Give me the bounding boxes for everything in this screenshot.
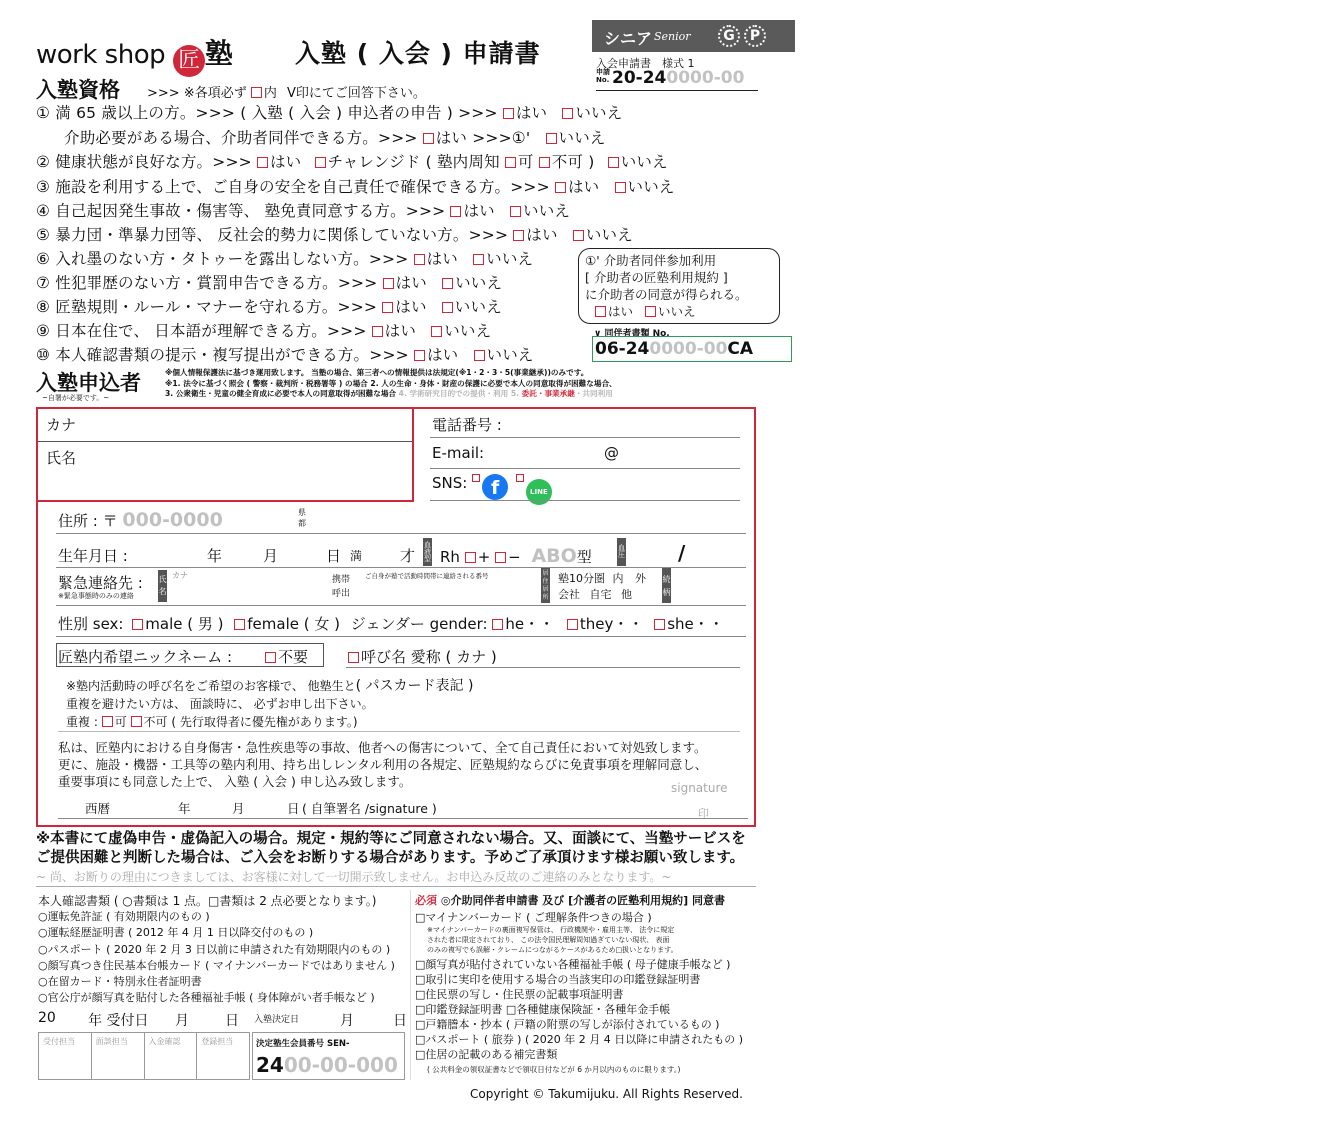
notice-line-1: ※本書にて虚偽申告・虚偽記入の場合。規定・規約等にご同意されない場合。又、面談にて、当塾サービスを <box>36 831 746 847</box>
q8-yes-checkbox[interactable] <box>382 302 393 313</box>
residence-row <box>558 571 646 603</box>
mynumber-label: マイナンバーカード ( ご理解条件つきの場合 ) <box>425 911 652 924</box>
caregiver-line-2: [ 介助者の匠塾利用規約 ] <box>585 270 728 285</box>
staff-table <box>38 1032 250 1080</box>
id-doc-item: ○顔写真つき住民基本台帳カード ( マイナンバーカードではありません ) <box>38 958 395 972</box>
note-text: >>> ※各項必ず <box>147 86 247 101</box>
q1b-yes-checkbox[interactable] <box>423 133 434 144</box>
required-item-text: 住居の記載のある補完書類 <box>425 1048 558 1061</box>
qualification-item-4 <box>36 199 570 221</box>
privacy-line-1: ※個人情報保護法に基づき運用致します。 当塾の場合、第三者への情報提供は法規定(※1・2・3・5(事業継承))のみです。 <box>165 368 589 377</box>
item-text: 暴力団・準暴力団等、 反社会的勢力に関係していない方。>>> <box>55 226 509 244</box>
checkbox-icon: □ <box>415 973 426 986</box>
q2-yes-checkbox[interactable] <box>257 157 268 168</box>
item-text: 日本在住で、 日本語が理解できる方。>>> <box>55 322 367 340</box>
pref-ken: 県 <box>298 508 306 517</box>
item-text: 自己起因発生事故・傷害等、 塾免責同意する方。>>> <box>55 202 446 220</box>
age-prefix: 満 <box>350 549 363 563</box>
caregiver-box <box>578 248 780 324</box>
checkbox-icon: □ <box>415 1033 426 1046</box>
sign-era: 西暦 <box>85 801 111 816</box>
received-year-prefix: 20 <box>38 1010 56 1026</box>
qualification-heading: 入塾資格 <box>36 78 120 102</box>
id-docs <box>38 893 395 1006</box>
privacy-line-3 <box>165 389 617 400</box>
q9-yes-checkbox[interactable] <box>372 326 383 337</box>
q10-yes-checkbox[interactable] <box>414 350 425 361</box>
decision-day-unit: 日 <box>393 1013 407 1029</box>
notice <box>36 830 746 887</box>
dup-ok-label: 可 <box>114 715 127 729</box>
gp-p: P <box>744 25 766 47</box>
privacy-line-3-gray2: ・共同利用 <box>574 389 613 398</box>
mynumber-note-2: された者に限定されており、 この法令国民理解周知過ぎていない現状、 表面 <box>427 936 670 944</box>
q4-no-checkbox[interactable] <box>510 206 521 217</box>
they-label: they・・ <box>579 615 644 633</box>
emergency-note: ご自身が塾で活動時間帯に連絡される番号 <box>365 572 489 580</box>
he-label: he・・ <box>505 615 555 633</box>
q2-ok-label: 可 <box>517 153 534 171</box>
privacy-line-2: ※1. 法令に基づく照会 ( 警察・裁判所・税務署等 ) の場合 2. 人の生命・身体・財産の保護に必要で本人の同意取得が困難な場合、 <box>165 378 617 388</box>
address-line <box>56 533 746 534</box>
mobile-label: 携帯 <box>332 575 351 585</box>
she-label: she・・ <box>667 615 724 633</box>
q5-no-checkbox[interactable] <box>573 230 584 241</box>
q5-yes-checkbox[interactable] <box>513 230 524 241</box>
id-doc-item: ○在留カード・特別永住者証明書 <box>38 975 202 989</box>
caregiver-yes-checkbox[interactable] <box>595 306 606 317</box>
required-item-text: パスポート ( 旅券 ) ( 2020 年 2 月 4 日以降に申請されたもの ) <box>425 1033 744 1046</box>
privacy-line-3-red: 委託・事業承継 <box>519 389 575 398</box>
privacy-line-3-text: 3. 公衆衛生・児童の健全育成に必要で本人の同意取得が困難な場合 <box>165 389 397 398</box>
place-other[interactable]: 他 <box>621 588 632 601</box>
q2-yes-label: はい <box>269 153 302 171</box>
agreement-line-2: 更に、施設・機器・工具等の塾内利用、持ち出しレンタル利用の各規定、匠塾規約ならびに免責事項を理解同意し、 <box>58 757 708 772</box>
relation-tag: 続柄 <box>662 568 671 603</box>
q2-no-checkbox[interactable] <box>608 157 619 168</box>
gender-line <box>56 636 746 637</box>
emergency-sub: ※緊急事態時のみの連絡 <box>58 592 134 600</box>
staff-cell-payment[interactable]: 入金確認 <box>145 1033 198 1079</box>
required-item-text: 戸籍謄本・抄本 ( 戸籍の附票の写しが添付されているもの ) <box>425 1018 720 1031</box>
q4-yes-checkbox[interactable] <box>450 206 461 217</box>
companion-label-text: 同伴者書類 No. <box>604 329 670 339</box>
residence-tag: 居住居所 <box>541 568 550 603</box>
required-item-text: 顔写真が貼付されていない各種福祉手帳 ( 母子健康手帳など ) <box>425 958 731 971</box>
pronoun-label: ジェンダー gender: <box>350 615 488 633</box>
qualification-item-7 <box>36 271 502 293</box>
nickname-note-1: ※塾内活動時の呼び名をご希望のお客様で、 他塾生と <box>66 679 356 693</box>
q3-no-checkbox[interactable] <box>615 182 626 193</box>
birth-label: 生年月日 : <box>58 547 128 565</box>
q5-no-label: いいえ <box>585 226 633 244</box>
facebook-icon: f <box>482 474 508 500</box>
item-number: ⑥ <box>36 250 51 268</box>
nickname-note-1b: ( パスカード表記 ) <box>355 678 474 694</box>
age-unit: 才 <box>400 547 416 565</box>
gp-g: G <box>718 25 740 47</box>
logo-char: 塾 <box>204 37 233 70</box>
companion-no-suffix: CA <box>727 339 754 359</box>
item-text: 性犯罪歴のない方・賞罰申告できる方。>>> <box>55 274 378 292</box>
note-text-2: 内 <box>263 86 277 101</box>
signature-gray: signature <box>671 781 728 795</box>
q4-no-label: いいえ <box>523 202 571 220</box>
gender-row <box>58 613 724 634</box>
required-item <box>415 1017 743 1032</box>
required-item-text: 印鑑登録証明書 □各種健康保険証・各種年金手帳 <box>425 1003 671 1016</box>
checkbox-icon: □ <box>415 958 426 971</box>
q5-yes-label: はい <box>526 226 558 244</box>
emergency-name-tag: 氏名 <box>158 570 167 602</box>
place-inside[interactable]: 内 <box>612 572 624 585</box>
item-number: ⑦ <box>36 274 51 292</box>
chevron-down-icon: ∨ <box>594 329 605 339</box>
email-line <box>430 468 740 469</box>
nickname-none-checkbox[interactable] <box>265 652 276 663</box>
birth-line <box>56 567 746 568</box>
gender-label: 性別 sex: <box>58 615 124 633</box>
nickname-none-label: 不要 <box>278 648 309 666</box>
mobile-tags <box>332 573 350 601</box>
required-item <box>415 1032 743 1047</box>
item-number: ⑩ <box>36 346 51 364</box>
copyright: Copyright © Takumijuku. All Rights Reserved. <box>470 1087 743 1101</box>
required-item <box>415 1002 743 1017</box>
rh-minus-label: − <box>508 548 521 566</box>
checkbox-icon: □ <box>415 1018 426 1031</box>
sign-year-unit: 年 <box>178 801 191 816</box>
badge-sub: Senior <box>654 30 691 43</box>
phone-label[interactable]: 電話番号 : <box>432 416 502 434</box>
application-number <box>596 68 744 88</box>
q3-yes-label: はい <box>567 178 600 196</box>
rh-plus-label: + <box>477 548 491 566</box>
emergency-kana: カナ <box>172 571 188 580</box>
q3-no-label: いいえ <box>627 178 675 196</box>
sns-label: SNS: <box>432 474 468 492</box>
q1-no-checkbox[interactable] <box>562 108 573 119</box>
nickname-call-checkbox[interactable] <box>348 652 359 663</box>
q8-no-label: いいえ <box>454 298 502 316</box>
nickname-call-label: 呼び名 愛称 ( カナ ) <box>361 648 497 666</box>
received-month-unit: 月 <box>175 1013 189 1029</box>
decision-month-unit: 月 <box>340 1013 354 1029</box>
item-number: ③ <box>36 178 51 196</box>
q6-no-checkbox[interactable] <box>473 254 484 265</box>
pref-tags <box>298 507 306 529</box>
address-label: 住所 : 〒 <box>58 512 118 530</box>
q2-ng-checkbox[interactable] <box>539 157 550 168</box>
q10-yes-label: はい <box>426 346 459 364</box>
nickname-line <box>346 667 740 668</box>
kana-divider <box>38 441 412 442</box>
page-title: 入塾 ( 入会 ) 申請書 <box>295 39 541 68</box>
item-text: 満 65 歳以上の方。>>> ( 入塾 ( 入会 ) 申込者の申告 ) >>> <box>55 104 498 122</box>
nickname-frame <box>58 674 740 732</box>
logo <box>36 32 232 77</box>
q1-yes-label: はい <box>515 104 548 122</box>
q8-no-checkbox[interactable] <box>442 302 453 313</box>
received-label: 年 受付日 <box>88 1013 149 1029</box>
note-text-3: V印にてご回答下さい。 <box>287 86 426 101</box>
abo-suffix: 型 <box>576 548 592 566</box>
place-home[interactable]: 自宅 <box>589 588 612 601</box>
call-label: 呼出 <box>332 589 351 599</box>
agreement-line-1: 私は、匠塾内における自身傷害・急性疾患等の事故、他者への傷害について、全て自己責任において対処致します。 <box>58 740 707 755</box>
q7-yes-label: はい <box>395 274 427 292</box>
badge-label: シニア <box>604 29 653 48</box>
qualification-item-10 <box>36 343 534 365</box>
example-checkbox <box>251 87 262 98</box>
emergency-line <box>56 605 746 606</box>
q2-no-label: いいえ <box>620 153 668 171</box>
q1b-no-label: いいえ <box>558 129 606 147</box>
staff-cell-reception[interactable]: 受付担当 <box>39 1033 92 1079</box>
app-no-label: 申請 No. <box>596 68 610 84</box>
phone-line <box>430 437 740 438</box>
checkbox-icon: □ <box>415 911 426 924</box>
qualification-item-3 <box>36 175 675 197</box>
applicant-heading-sub: ~自署が必要です。~ <box>42 394 110 402</box>
facebook-checkbox[interactable] <box>472 474 480 482</box>
gp-mark <box>718 25 766 47</box>
q3-yes-checkbox[interactable] <box>555 182 566 193</box>
address-row <box>58 509 223 531</box>
member-number <box>256 1053 398 1077</box>
male-label: male ( 男 ) <box>145 615 224 633</box>
seal-gray: 印 <box>698 807 709 820</box>
she-checkbox[interactable] <box>654 619 665 630</box>
q1-no-label: いいえ <box>575 104 623 122</box>
checkbox-icon: □ <box>415 988 426 1001</box>
blood-tag: 血液型 <box>423 538 432 566</box>
notice-line-2: ご提供困難と判断した場合は、ご入会をお断りする場合があります。予めご了承頂けます様お願い致します。 <box>36 850 745 866</box>
notice-line-3: ~ 尚、お断りの理由につきましては、お客様に対して一切開示致しません。お申込み反故のご連絡のみとなります。~ <box>36 870 672 884</box>
commute-label: 塾10分圏 <box>558 572 605 585</box>
rh-plus-checkbox[interactable] <box>465 552 476 563</box>
q10-no-label: いいえ <box>486 346 534 364</box>
id-doc-item: ○パスポート ( 2020 年 2 月 3 日以前に申請された有効期限内のもの ) <box>38 942 391 956</box>
q6-yes-checkbox[interactable] <box>414 254 425 265</box>
id-doc-item: ○官公庁が顔写真を貼付した各種福祉手帳 ( 身体障がい者手帳など ) <box>38 991 375 1005</box>
q10-no-checkbox[interactable] <box>474 350 485 361</box>
female-checkbox[interactable] <box>234 619 245 630</box>
docs-divider <box>410 890 411 1080</box>
item-text: 本人確認書類の提示・複写提出ができる方。>>> <box>55 346 409 364</box>
caregiver-no-label: いいえ <box>658 304 696 319</box>
q2-ok-checkbox[interactable] <box>505 157 516 168</box>
checkbox-icon: □ <box>415 1048 426 1061</box>
qualification-note <box>147 82 426 101</box>
email-at: @ <box>604 444 619 462</box>
sns-line <box>430 500 740 501</box>
sign-day-unit: 日 <box>287 801 300 816</box>
place-company[interactable]: 会社 <box>558 588 580 601</box>
qualification-item-1 <box>36 101 622 123</box>
q2-challenged-checkbox[interactable] <box>315 157 326 168</box>
received-row <box>38 1010 56 1026</box>
logo-mark: 匠 <box>173 45 205 77</box>
required-item-text: 取引に実印を使用する場合の当該実印の印鑑登録証明書 <box>425 973 701 986</box>
mynumber-note-3: のみの複写でも誤解・クレームにつながるケースがあるため□扱いとなります。 <box>427 946 678 954</box>
caregiver-yes-label: はい <box>608 304 634 319</box>
qualification-item-6 <box>36 247 533 269</box>
caregiver-line-3: に介助者の同意が得られる。 <box>585 287 748 302</box>
q1b-no-checkbox[interactable] <box>546 133 557 144</box>
name-box <box>36 407 414 502</box>
name-label[interactable]: 氏名 <box>46 449 77 467</box>
app-no-underline <box>596 90 758 91</box>
mynumber-note-1: ※マイナンバーカードの裏面複写保管は、 行政機関や・雇用主等、 法令に規定 <box>427 926 675 934</box>
form-name: 入会申請書 様式 1 <box>596 57 695 70</box>
bp-slash: / <box>678 541 686 565</box>
item-number: ⑨ <box>36 322 51 340</box>
pref-to: 都 <box>298 519 306 528</box>
item-text: 介助必要がある場合、介助者同伴できる方。>>> <box>64 129 418 147</box>
notice-divider <box>36 886 756 887</box>
item-number: ② <box>36 153 51 171</box>
q1-yes-checkbox[interactable] <box>503 108 514 119</box>
q7-yes-checkbox[interactable] <box>383 278 394 289</box>
sign-label: ( 自筆署名 /signature ) <box>302 801 437 816</box>
agreement-text <box>58 739 707 790</box>
qualification-item-2 <box>36 150 668 172</box>
q7-no-checkbox[interactable] <box>442 278 453 289</box>
item-number: ① <box>36 104 51 122</box>
q1b-yes-label: はい >>>①' <box>435 129 531 147</box>
nickname-note-2: 重複を避けたい方は、 面談時に、 必ずお申し出下さい。 <box>66 697 374 711</box>
male-checkbox[interactable] <box>132 619 143 630</box>
logo-text: work shop <box>36 40 166 70</box>
emergency-label: 緊急連絡先 : <box>58 574 143 592</box>
nickname-call <box>348 646 497 667</box>
checkbox-icon: □ <box>415 1003 426 1016</box>
agreement-line-3: 重要事項にも同意した上で、 入塾 ( 入会 ) 申し込み致します。 <box>58 774 412 789</box>
q6-yes-label: はい <box>426 250 458 268</box>
required-heading-red: 必須 <box>415 894 437 907</box>
he-checkbox[interactable] <box>492 619 503 630</box>
required-heading-text: ◎介助同伴者申請書 及び [介護者の匠塾利用規約] 同意書 <box>440 894 725 907</box>
q6-no-label: いいえ <box>486 250 534 268</box>
q2-ng-label: 不可 ) <box>551 153 595 171</box>
app-no: 20-24 <box>612 68 667 88</box>
abo-placeholder[interactable]: ABO <box>531 545 577 567</box>
qualification-item-8 <box>36 295 502 317</box>
q9-no-checkbox[interactable] <box>431 326 442 337</box>
item-text: 入れ墨のない方・タトゥーを露出しない方。>>> <box>55 250 409 268</box>
birth-year-unit: 年 <box>207 547 223 565</box>
member-label: 決定塾生会員番号 SEN- <box>256 1039 350 1049</box>
decision-label: 入塾決定日 <box>254 1015 300 1025</box>
item-text: 施設を利用する上で、ご自身の安全を自己責任で確保できる方。>>> <box>55 178 550 196</box>
qualification-item-1b <box>64 126 606 148</box>
received-day-unit: 日 <box>225 1013 239 1029</box>
staff-cell-interview[interactable]: 面談担当 <box>92 1033 145 1079</box>
member-number-box <box>252 1032 405 1080</box>
blood-pressure-tag: 血圧 <box>617 538 626 566</box>
id-doc-item: ○運転経歴証明書 ( 2012 年 4 月 1 日以降交付のもの ) <box>38 926 314 940</box>
sign-month-unit: 月 <box>232 801 245 816</box>
id-docs-heading: 本人確認書類 ( ○書類は 1 点。□書類は 2 点必要となります。) <box>38 894 377 908</box>
nickname-label: 匠塾内希望ニックネーム : <box>58 648 233 666</box>
required-item <box>415 972 743 987</box>
q9-no-label: いいえ <box>444 322 492 340</box>
signature-row <box>85 799 110 817</box>
birth-month-unit: 月 <box>263 547 279 565</box>
item-number: ⑤ <box>36 226 51 244</box>
item-number: ⑧ <box>36 298 51 316</box>
signature-line[interactable] <box>58 818 748 819</box>
q9-yes-label: はい <box>384 322 417 340</box>
email-label[interactable]: E-mail: <box>432 444 485 462</box>
mynumber-note <box>415 925 743 955</box>
required-item <box>415 987 743 1002</box>
blood-row <box>440 545 592 567</box>
line-icon: LINE <box>526 479 552 505</box>
item-number: ④ <box>36 202 51 220</box>
caregiver-no-checkbox[interactable] <box>645 306 656 317</box>
required-item <box>415 1047 743 1062</box>
dup-ng-label: 不可 ( 先行取得者に優先権があります。) <box>143 715 358 729</box>
caregiver-options <box>585 303 773 320</box>
badge-g: G <box>1310 20 1322 39</box>
q8-yes-label: はい <box>395 298 427 316</box>
they-checkbox[interactable] <box>567 619 578 630</box>
staff-cell-registration[interactable]: 登録担当 <box>201 1037 234 1046</box>
dup-label: 重複 : <box>66 715 98 729</box>
required-item-text: 住民票の写し・住民票の記載事項証明書 <box>425 988 624 1001</box>
item-text: 匠塾規則・ルール・マナーを守れる方。>>> <box>55 298 378 316</box>
birth-row <box>58 545 128 566</box>
item-text: 健康状態が良好な方。>>> <box>55 153 252 171</box>
required-heading <box>415 893 743 908</box>
companion-no-gray: 0000-00 <box>649 339 728 359</box>
postal-code[interactable]: 000-0000 <box>122 509 223 531</box>
q7-no-label: いいえ <box>455 274 503 292</box>
nickname-none <box>265 646 308 667</box>
required-last-note: ( 公共料金の領収証書などで領収日付などが 6 か月以内のものに限ります。) <box>427 1065 681 1074</box>
q2-challenged-label: チャレンジド ( 塾内周知 <box>327 153 500 171</box>
app-no-gray: 0000-00 <box>666 68 745 88</box>
privacy-line-3-gray: 4. 学術研究目的での提供・利用 5. <box>396 389 520 398</box>
mynumber-item <box>415 910 743 925</box>
companion-number-box <box>592 336 792 362</box>
rh-label: Rh <box>440 548 460 566</box>
privacy-notice <box>165 368 617 400</box>
member-no: 24 <box>256 1053 284 1077</box>
caregiver-line-1: ①' 介助者同伴参加利用 <box>585 253 717 268</box>
female-label: female ( 女 ) <box>247 615 340 633</box>
qualification-item-9 <box>36 319 491 341</box>
place-outside[interactable]: 外 <box>635 572 646 585</box>
applicant-heading: 入塾申込者 <box>36 371 141 395</box>
required-item <box>415 957 743 972</box>
id-doc-item: ○運転免許証 ( 有効期限内のもの ) <box>38 910 210 924</box>
companion-no: 06-24 <box>595 339 650 359</box>
required-docs <box>415 893 743 1077</box>
rh-minus-checkbox[interactable] <box>495 552 506 563</box>
birth-day-unit: 日 <box>326 547 342 565</box>
qualification-item-5 <box>36 223 633 245</box>
q4-yes-label: はい <box>463 202 495 220</box>
kana-label: カナ <box>46 416 77 434</box>
line-checkbox[interactable] <box>516 474 524 482</box>
member-no-gray: 00-00-000 <box>283 1053 398 1077</box>
